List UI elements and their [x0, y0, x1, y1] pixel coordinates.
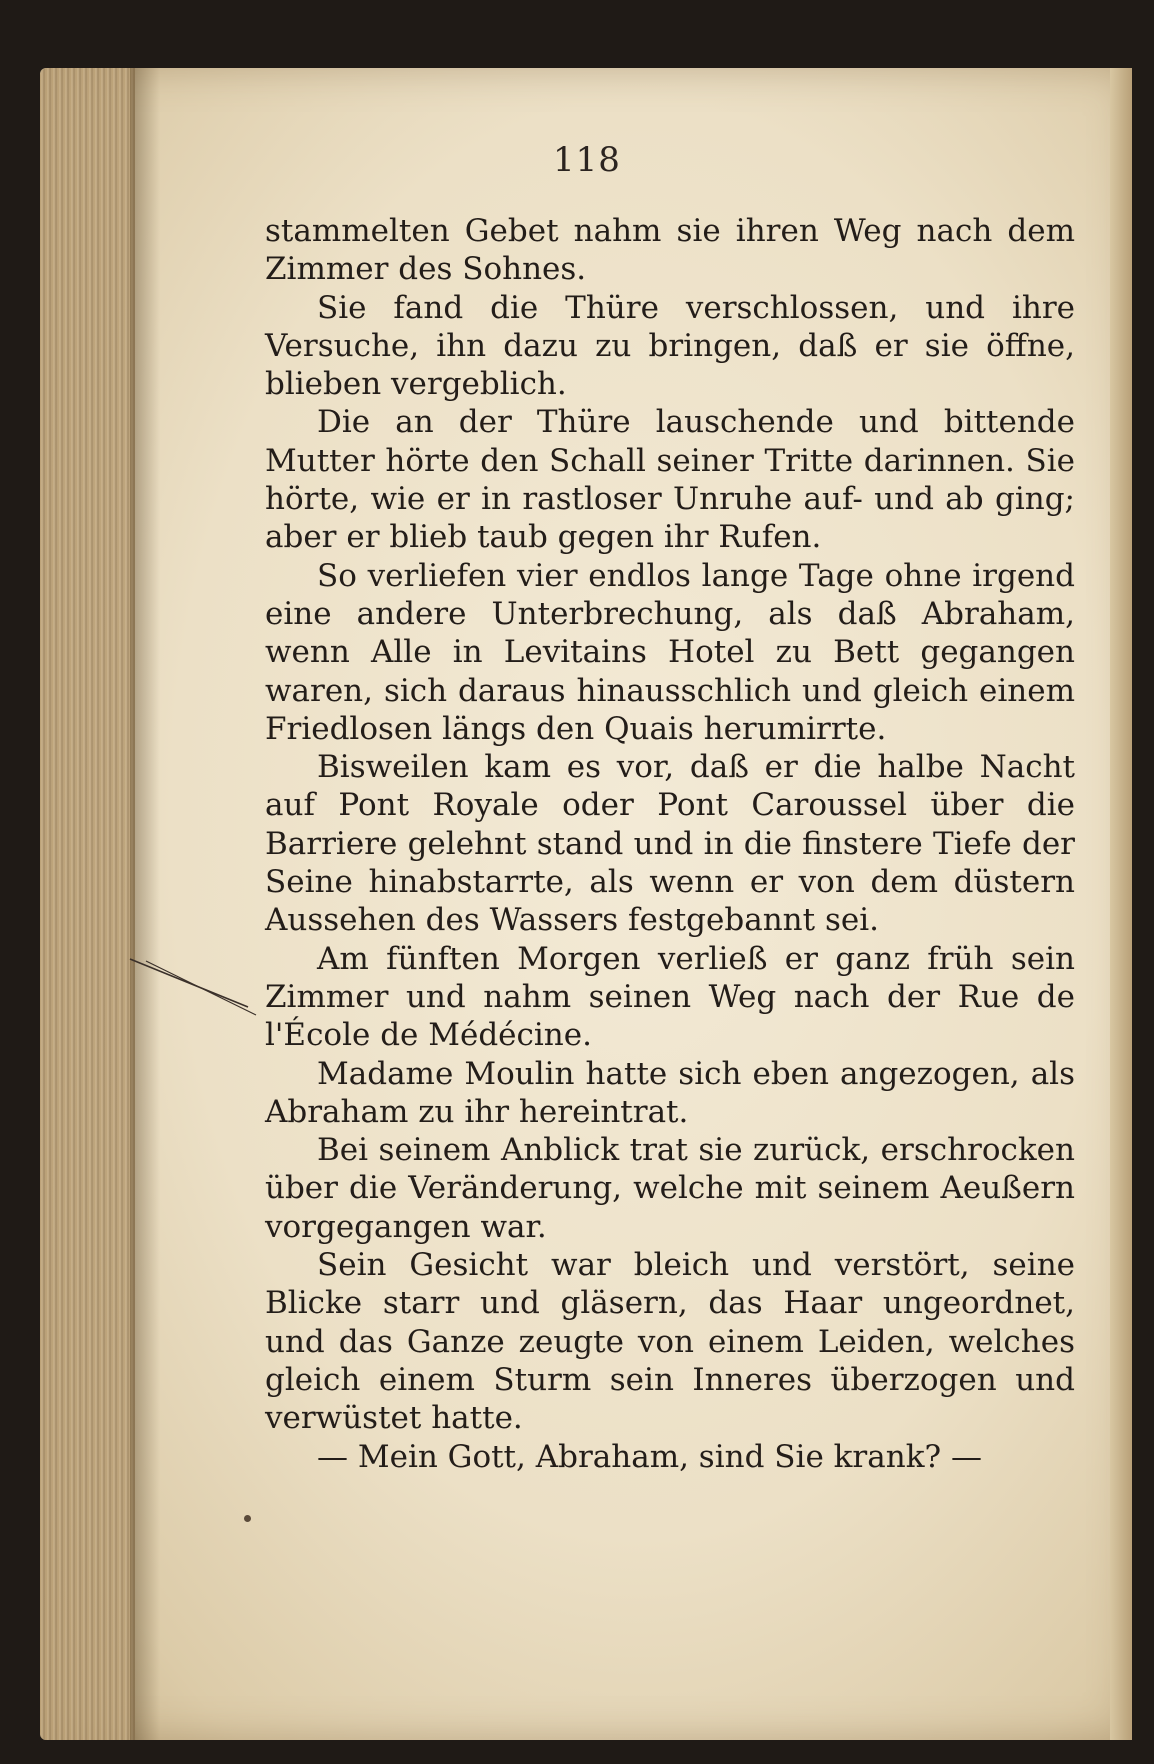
paragraph: Sein Gesicht war bleich und verstört, seine Blicke starr und gläsern, das Haar ungeordnet, und das Ganze zeugte von einem Leiden, welches gleich einem Sturm sein Inneres überzogen und verwüstet hatte.: [265, 1247, 1075, 1437]
paragraph: Madame Moulin hatte sich eben angezogen, als Abraham zu ihr hereintrat.: [265, 1055, 1075, 1130]
body-text: [265, 212, 1075, 1476]
paragraph: — Mein Gott, Abraham, sind Sie krank? —: [317, 1438, 982, 1475]
paragraph: stammelten Gebet nahm sie ihren Weg nach dem Zimmer des Sohnes.: [265, 213, 1075, 288]
paragraph: Sie fand die Thüre verschlossen, und ihre Versuche, ihn dazu zu bringen, daß er sie öffne, blieben vergeblich.: [265, 289, 1075, 403]
pencil-margin-mark: [128, 955, 268, 1025]
paragraph: Bisweilen kam es vor, daß er die halbe Nacht auf Pont Royale oder Pont Caroussel über die Barriere gelehnt stand und in die finstere Tiefe der Seine hinabstarrte, als wenn er von dem düstern Aussehen des Wassers festgebannt sei.: [265, 749, 1075, 939]
paragraph: Bei seinem Anblick trat sie zurück, erschrocken über die Veränderung, welche mit seinem Aeußern vorgegangen war.: [265, 1132, 1075, 1245]
right-page-edge: [1110, 68, 1132, 1740]
paragraph: Am fünften Morgen verließ er ganz früh sein Zimmer und nahm seinen Weg nach der Rue de l'École de Médécine.: [265, 940, 1075, 1054]
paragraph: Die an der Thüre lauschende und bittende Mutter hörte den Schall seiner Tritte darinnen. Sie hörte, wie er in rastloser Unruhe auf- und ab ging; aber er blieb taub gegen ihr Rufen.: [265, 404, 1075, 556]
paragraph: So verliefen vier endlos lange Tage ohne irgend eine andere Unterbrechung, als daß Abraham, wenn Alle in Levitains Hotel zu Bett gegangen waren, sich daraus hinausschlich und gleich einem Friedlosen längs den Quais herumirrte.: [265, 557, 1075, 747]
page-edges: [40, 68, 135, 1740]
gutter-shadow: [130, 68, 160, 1740]
page-number: 118: [553, 140, 621, 180]
ink-spot: [244, 1515, 251, 1522]
